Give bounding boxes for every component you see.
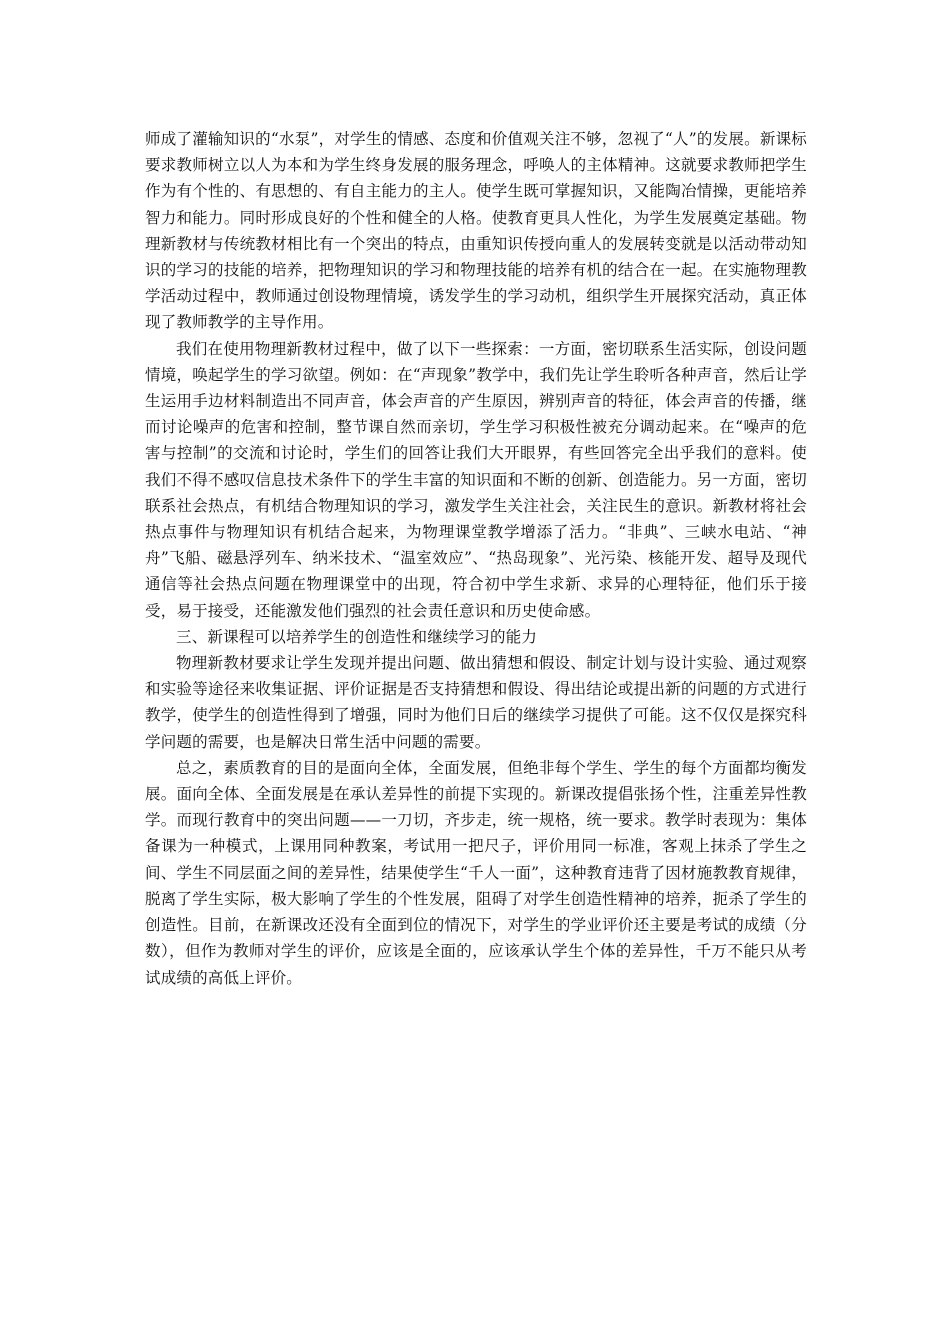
paragraph-continued: 师成了灌输知识的“水泵”，对学生的情感、态度和价值观关注不够，忽视了“人”的发展。新课标要求教师树立以人为本和为学生终身发展的服务理念，呼唤人的主体精神。这就要求教师把学生作为有个性的、有思想的、有自主能力的主人。使学生既可掌握知识，又能陶冶情操，更能培养智力和能力。同时形成良好的个性和健全的人格。使教育更具人性化，为学生发展奠定基础。物理新教材与传统教材相比有一个突出的特点，由重知识传授向重人的发展转变就是以活动带动知识的学习的技能的培养，把物理知识的学习和物理技能的培养有机的结合在一起。在实施物理教学活动过程中，教师通过创设物理情境，诱发学生的学习动机，组织学生开展探究活动，真正体现了教师教学的主导作用。 <box>145 130 807 332</box>
paragraph-conclusion: 总之，素质教育的目的是面向全体，全面发展，但绝非每个学生、学生的每个方面都均衡发展。面向全体、全面发展是在承认差异性的前提下实现的。新课改提倡张扬个性，注重差异性教学。而现行教育中的突出问题——一刀切，齐步走，统一规格，统一要求。教学时表现为：集体备课为一种模式，上课用同种教案，考试用一把尺子，评价用同一标准，客观上抹杀了学生之间、学生不同层面之间的差异性，结果使学生“千人一面”，这种教育违背了因材施教教育规律，脱离了学生实际，极大影响了学生的个性发展，阻碍了对学生创造性精神的培养，扼杀了学生的创造性。目前，在新课改还没有全面到位的情况下，对学生的学业评价还主要是考试的成绩（分数），但作为教师对学生的评价，应该是全面的，应该承认学生个体的差异性，千万不能只从考试成绩的高低上评价。 <box>145 758 807 987</box>
paragraph-exploration: 我们在使用物理新教材过程中，做了以下一些探索：一方面，密切联系生活实际，创设问题情境，唤起学生的学习欲望。例如：在“声现象”教学中，我们先让学生聆听各种声音，然后让学生运用手边材料制造出不同声音，体会声音的产生原因，辨别声音的特征，体会声音的传播，继而讨论噪声的危害和控制，整节课自然而亲切，学生学习积极性被充分调动起来。在“噪声的危害与控制”的交流和讨论时，学生们的回答让我们大开眼界，有些回答完全出乎我们的意料。使我们不得不感叹信息技术条件下的学生丰富的知识面和不断的创新、创造能力。另一方面，密切联系社会热点，有机结合物理知识的学习，激发学生关注社会，关注民生的意识。新教材将社会热点事件与物理知识有机结合起来，为物理课堂教学增添了活力。“非典”、三峡水电站、“神舟”飞船、磁悬浮列车、纳米技术、“温室效应”、“热岛现象”、光污染、核能开发、超导及现代通信等社会热点问题在物理课堂中的出现，符合初中学生求新、求异的心理特征，他们乐于接受，易于接受，还能激发他们强烈的社会责任意识和历史使命感。 <box>145 339 807 620</box>
paragraph-creativity: 物理新教材要求让学生发现并提出问题、做出猜想和假设、制定计划与设计实验、通过观察和实验等途径来收集证据、评价证据是否支持猜想和假设、得出结论或提出新的问题的方式进行教学，使学生的创造性得到了增强，同时为他们日后的继续学习提供了可能。这不仅仅是探究科学问题的需要，也是解决日常生活中问题的需要。 <box>145 654 807 751</box>
section-heading-3: 三、新课程可以培养学生的创造性和继续学习的能力 <box>176 627 538 646</box>
document-body <box>145 126 807 991</box>
